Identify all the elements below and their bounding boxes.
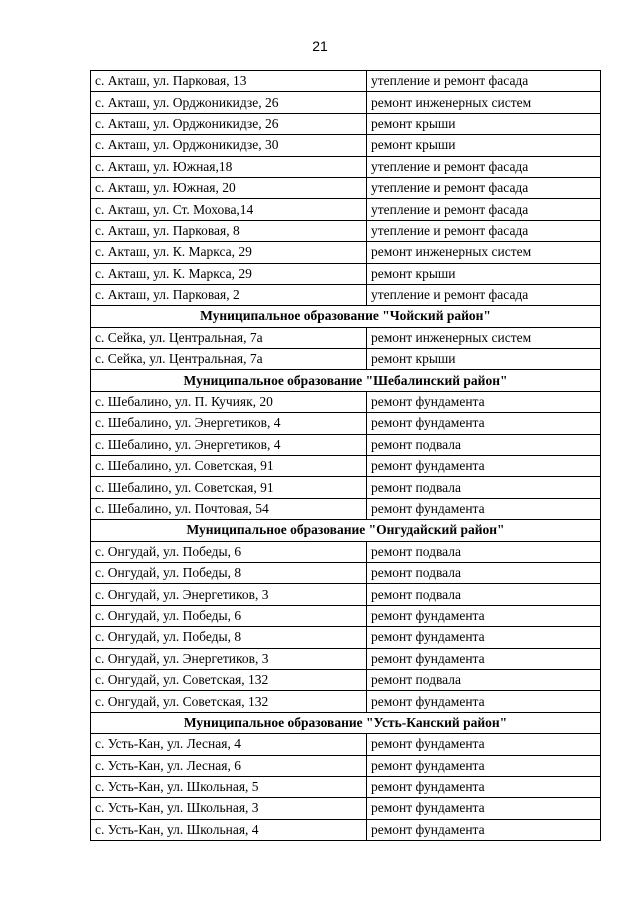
address-cell: с. Онгудай, ул. Советская, 132	[91, 691, 367, 712]
table-row	[91, 284, 601, 305]
table-row	[91, 349, 601, 370]
address-cell: с. Акташ, ул. Орджоникидзе, 26	[91, 113, 367, 134]
address-cell: с. Акташ, ул. К. Маркса, 29	[91, 263, 367, 284]
work-type-cell: ремонт фундамента	[367, 819, 601, 840]
table-row	[91, 755, 601, 776]
section-title: Муниципальное образование "Чойский район"	[91, 306, 601, 327]
work-type-cell: ремонт фундамента	[367, 391, 601, 412]
work-type-cell: ремонт крыши	[367, 135, 601, 156]
work-type-cell: ремонт инженерных систем	[367, 327, 601, 348]
table-row	[91, 541, 601, 562]
address-cell: с. Усть-Кан, ул. Школьная, 4	[91, 819, 367, 840]
table-row	[91, 135, 601, 156]
address-cell: с. Усть-Кан, ул. Школьная, 5	[91, 776, 367, 797]
table-row	[91, 605, 601, 626]
table-row	[91, 413, 601, 434]
address-cell: с. Шебалино, ул. Советская, 91	[91, 477, 367, 498]
address-cell: с. Акташ, ул. Ст. Мохова,14	[91, 199, 367, 220]
work-type-cell: ремонт подвала	[367, 477, 601, 498]
work-type-cell: ремонт крыши	[367, 349, 601, 370]
table-row	[91, 220, 601, 241]
work-type-cell: ремонт крыши	[367, 113, 601, 134]
table-row	[91, 391, 601, 412]
work-type-cell: ремонт фундамента	[367, 413, 601, 434]
table-row	[91, 242, 601, 263]
table-row	[91, 669, 601, 690]
work-type-cell: ремонт подвала	[367, 541, 601, 562]
table-row	[91, 477, 601, 498]
work-type-cell: ремонт фундамента	[367, 776, 601, 797]
address-cell: с. Акташ, ул. Орджоникидзе, 26	[91, 92, 367, 113]
address-cell: с. Усть-Кан, ул. Школьная, 3	[91, 798, 367, 819]
address-cell: с. Усть-Кан, ул. Лесная, 4	[91, 734, 367, 755]
table-row	[91, 562, 601, 583]
work-type-cell: утепление и ремонт фасада	[367, 220, 601, 241]
work-type-cell: ремонт фундамента	[367, 627, 601, 648]
address-cell: с. Сейка, ул. Центральная, 7а	[91, 327, 367, 348]
section-title: Муниципальное образование "Усть-Канский район"	[91, 712, 601, 733]
work-type-cell: утепление и ремонт фасада	[367, 199, 601, 220]
work-type-cell: ремонт подвала	[367, 669, 601, 690]
address-cell: с. Сейка, ул. Центральная, 7а	[91, 349, 367, 370]
work-type-cell: ремонт подвала	[367, 584, 601, 605]
work-type-cell: утепление и ремонт фасада	[367, 156, 601, 177]
table-row	[91, 71, 601, 92]
address-cell: с. Усть-Кан, ул. Лесная, 6	[91, 755, 367, 776]
work-type-cell: ремонт фундамента	[367, 798, 601, 819]
address-cell: с. Шебалино, ул. Советская, 91	[91, 456, 367, 477]
work-type-cell: ремонт подвала	[367, 562, 601, 583]
address-cell: с. Онгудай, ул. Победы, 6	[91, 541, 367, 562]
section-header-row	[91, 370, 601, 391]
table-row	[91, 819, 601, 840]
address-cell: с. Акташ, ул. Парковая, 8	[91, 220, 367, 241]
table-row	[91, 92, 601, 113]
page-number: 21	[312, 38, 328, 54]
address-cell: с. Шебалино, ул. П. Кучияк, 20	[91, 391, 367, 412]
work-type-cell: ремонт фундамента	[367, 605, 601, 626]
table-row	[91, 434, 601, 455]
work-type-cell: ремонт инженерных систем	[367, 242, 601, 263]
work-type-cell: ремонт фундамента	[367, 498, 601, 519]
repair-registry-table	[90, 70, 601, 841]
address-cell: с. Акташ, ул. Орджоникидзе, 30	[91, 135, 367, 156]
table-row	[91, 156, 601, 177]
section-header-row	[91, 306, 601, 327]
table-row	[91, 734, 601, 755]
address-cell: с. Шебалино, ул. Почтовая, 54	[91, 498, 367, 519]
table-row	[91, 648, 601, 669]
address-cell: с. Шебалино, ул. Энергетиков, 4	[91, 413, 367, 434]
address-cell: с. Онгудай, ул. Энергетиков, 3	[91, 648, 367, 669]
address-cell: с. Акташ, ул. Парковая, 2	[91, 284, 367, 305]
table-row	[91, 456, 601, 477]
work-type-cell: ремонт подвала	[367, 434, 601, 455]
address-cell: с. Онгудай, ул. Победы, 6	[91, 605, 367, 626]
table-row	[91, 199, 601, 220]
work-type-cell: ремонт крыши	[367, 263, 601, 284]
address-cell: с. Онгудай, ул. Победы, 8	[91, 627, 367, 648]
work-type-cell: утепление и ремонт фасада	[367, 177, 601, 198]
table-row	[91, 776, 601, 797]
table-body	[91, 71, 601, 841]
table-row	[91, 263, 601, 284]
section-title: Муниципальное образование "Онгудайский район"	[91, 520, 601, 541]
table-row	[91, 498, 601, 519]
section-title: Муниципальное образование "Шебалинский район"	[91, 370, 601, 391]
address-cell: с. Акташ, ул. Южная, 20	[91, 177, 367, 198]
work-type-cell: ремонт фундамента	[367, 648, 601, 669]
work-type-cell: ремонт фундамента	[367, 456, 601, 477]
table-row	[91, 327, 601, 348]
table-row	[91, 691, 601, 712]
work-type-cell: ремонт фундамента	[367, 734, 601, 755]
address-cell: с. Акташ, ул. Парковая, 13	[91, 71, 367, 92]
section-header-row	[91, 520, 601, 541]
table-row	[91, 627, 601, 648]
address-cell: с. Акташ, ул. К. Маркса, 29	[91, 242, 367, 263]
work-type-cell: утепление и ремонт фасада	[367, 71, 601, 92]
work-type-cell: ремонт инженерных систем	[367, 92, 601, 113]
address-cell: с. Онгудай, ул. Победы, 8	[91, 562, 367, 583]
table-row	[91, 798, 601, 819]
table-row	[91, 177, 601, 198]
work-type-cell: ремонт фундамента	[367, 755, 601, 776]
table-row	[91, 584, 601, 605]
address-cell: с. Онгудай, ул. Энергетиков, 3	[91, 584, 367, 605]
work-type-cell: ремонт фундамента	[367, 691, 601, 712]
table-row	[91, 113, 601, 134]
work-type-cell: утепление и ремонт фасада	[367, 284, 601, 305]
address-cell: с. Онгудай, ул. Советская, 132	[91, 669, 367, 690]
address-cell: с. Шебалино, ул. Энергетиков, 4	[91, 434, 367, 455]
section-header-row	[91, 712, 601, 733]
address-cell: с. Акташ, ул. Южная,18	[91, 156, 367, 177]
